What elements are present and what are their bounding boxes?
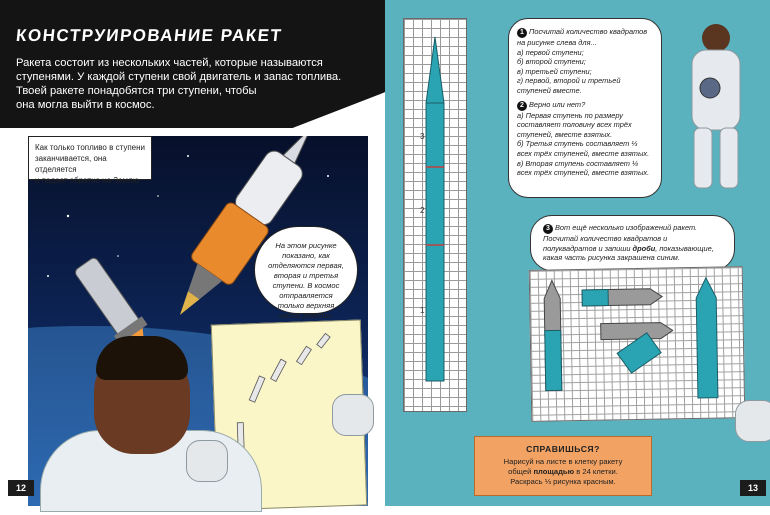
question-1-option: б) второй ступени; — [517, 57, 586, 67]
challenge-text: в 24 клетки. — [576, 467, 618, 476]
bubble-line: отправляется — [279, 291, 333, 300]
bubble-line: ступени. В космос — [272, 281, 340, 290]
question-1 — [517, 27, 653, 48]
question-3-text-end: , показывающие, какая часть рисунка закрашена синим. — [543, 243, 714, 263]
question-2-intro: Верно или нет? — [529, 99, 586, 109]
question-number: 2 — [517, 101, 527, 111]
challenge-line — [475, 467, 651, 477]
large-rocket-drawing — [404, 19, 466, 411]
rocket-grid-small — [529, 266, 746, 422]
question-2-option: б) Третья ступень составляет ⅓ всех трёх ступеней, вместе взятых. — [517, 139, 650, 158]
question-1-option: г) первой, второй и третьей ступеней вместе. — [517, 76, 621, 95]
question-2-option: в) Вторая ступень составляет ¼ всех трёх ступеней, вместе взятых. — [517, 158, 650, 178]
challenge-bold: площадью — [533, 467, 575, 476]
astronaut-right — [670, 18, 762, 198]
glove-icon — [186, 440, 228, 482]
grid-label: 1 — [420, 306, 425, 315]
question-number: 3 — [543, 224, 553, 234]
challenge-title: СПРАВИШЬСЯ? — [526, 444, 600, 454]
question-2-option: а) Первая ступень по размеру составляет половину всех трёх ступеней, вместе взятых. — [517, 110, 632, 139]
question-1-option: а) первой ступени; — [517, 47, 584, 57]
intro-line: Твоей ракете понадобятся три ступени, чтобы — [16, 85, 257, 97]
question-number: 1 — [517, 28, 527, 38]
question-3-bold: дроби — [632, 243, 656, 253]
glove-icon — [735, 400, 770, 442]
caption-line: заканчивается, она отделяется — [35, 154, 107, 174]
question-1-2-bubble — [508, 18, 662, 198]
grid-label: 3 — [420, 132, 425, 141]
question-3-text: Вот ещё несколько изображений ракет. Посчитай количество квадратов и полуквадратов и запиши — [543, 223, 698, 253]
bubble-line: вторая и третья — [273, 271, 339, 280]
grid-label: 2 — [420, 206, 425, 215]
caption-line: и падает обратно на Землю. — [35, 176, 141, 185]
page-number-left: 12 — [8, 480, 34, 496]
bubble-line: только верхняя — [277, 301, 335, 310]
rocket-grid-large — [403, 18, 467, 412]
speech-bubble — [254, 226, 358, 320]
challenge-text: общей — [508, 467, 532, 476]
bubble-line: отделяются первая, — [268, 261, 344, 270]
intro-line: ступенями. У каждой ступени свой двигатель и запас топлива. — [16, 71, 342, 83]
challenge-line: Нарисуй на листе в клетку ракету — [503, 457, 623, 466]
question-3-bubble — [530, 215, 735, 271]
intro-line: Ракета состоит из нескольких частей, которые называются — [16, 57, 323, 69]
challenge-line: Раскрась ⅓ рисунка красным. — [510, 477, 616, 486]
caption-box — [28, 136, 152, 185]
challenge-box — [474, 436, 652, 496]
intro-line: она могла выйти в космос. — [16, 99, 155, 111]
small-rocket-drawings — [530, 267, 745, 421]
page-number-right: 13 — [740, 480, 766, 496]
question-1-option: в) третьей ступени; — [517, 66, 592, 76]
question-1-intro: Посчитай количество квадратов на рисунке слева для... — [517, 27, 648, 47]
caption-line: Как только топливо в ступени — [35, 143, 145, 152]
question-2 — [517, 100, 653, 111]
bubble-line: часть ракеты. — [278, 311, 334, 320]
intro-text — [16, 56, 356, 112]
page-title: КОНСТРУИРОВАНИЕ РАКЕТ — [15, 26, 284, 45]
bubble-line: На этом рисунке — [275, 241, 337, 250]
bubble-line: показано, как — [282, 251, 330, 260]
glove-icon — [332, 394, 374, 436]
astronaut-hair — [96, 336, 188, 380]
